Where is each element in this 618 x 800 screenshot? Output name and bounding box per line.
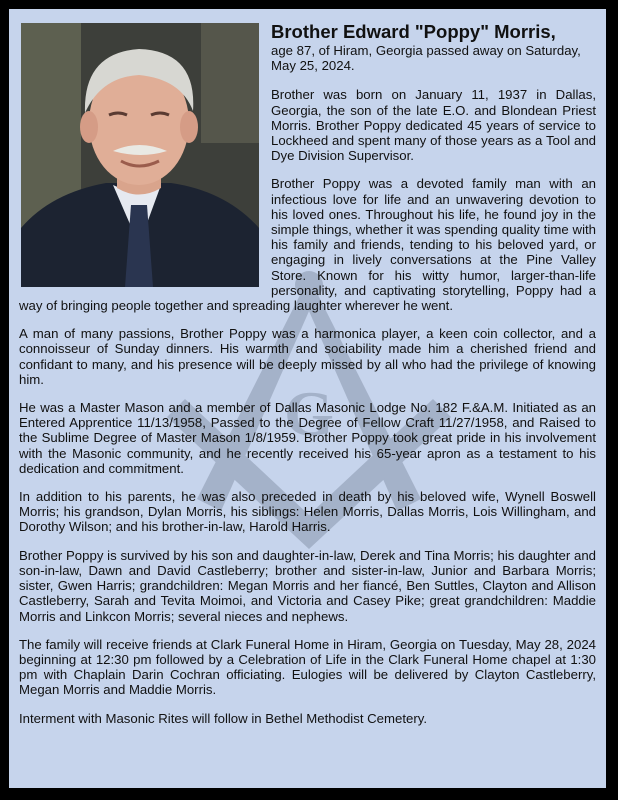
portrait-image [21,23,259,287]
obituary-page [9,9,606,788]
paragraph-services: The family will receive friends at Clark Funeral Home in Hiram, Georgia on Tuesday, May 28, 2024 beginning at 12:30 pm followed by a Celebration of Life in the Clark Funeral Home chapel at 1:30 pm with Chaplain Darin Cochran officiating. Eulogies will be delivered by Clayton Castleberry, Megan Morris and Maddie Morris. [19,636,596,698]
obituary-content [9,9,606,726]
obituary-intro: age 87, of Hiram, Georgia passed away on Saturday, May 25, 2024. [271,43,581,74]
paragraph-passions: A man of many passions, Brother Poppy was a harmonica player, a keen coin collector, and a connoisseur of Sunday dinners. His warmth and sociability made him a cherished friend and confidant to many, and his presence will be deeply missed by all who had the privilege of knowing him. [19,326,596,387]
paragraph-survived: Brother Poppy is survived by his son and daughter-in-law, Derek and Tina Morris; his daughter and son-in-law, Dawn and David Castleberry; brother and sister-in-law, Junior and Barbara Morris; sister, Gwen Harris; grandchildren: Megan Morris and her fiancé, Ben Suttles, Clayton and Allison Castleberry, Sarah and Tevita Moimoi, and Victoria and Casey Pike; great grandchildren: Maddie Morris and Linkcon Morris; several nieces and nephews. [19,547,596,624]
portrait-photo [21,23,259,287]
paragraph-preceded: In addition to his parents, he was also preceded in death by his beloved wife, Wynell Boswell Morris; his grandson, Dylan Morris, his siblings: Helen Morris, Dallas Morris, Lois Willingham, and Dorothy Wilson; and his brother-in-law, Harold Harris. [19,489,596,535]
paragraph-birth: Brother was born on January 11, 1937 in Dallas, Georgia, the son of the late E.O. and Blondean Priest Morris. Brother Poppy dedicated 45 years of service to Lockheed and spent many of those years as a Tool and Dye Division Supervisor. [271,87,596,164]
obituary-heading: Brother Edward "Poppy" Morris, [271,21,556,42]
emblem-letter: G [284,378,334,449]
paragraph-interment: Interment with Masonic Rites will follow in Bethel Methodist Cemetery. [19,710,427,726]
paragraph-masonic: He was a Master Mason and a member of Dallas Masonic Lodge No. 182 F.&A.M. Initiated as an Entered Apprentice 11/13/1958, Passed to the Degree of Fellow Craft 11/27/1958, and Raised to the Sublime Degree of Master Mason 1/8/1959. Brother Poppy took great pride in his involvement with the Masonic community, and he recently received his 65-year apron as a testament to his dedication and commitment. [19,400,596,476]
paragraph-family-man: Brother Poppy was a devoted family man with an infectious love for life and an unwavering devotion to his loved ones. Throughout his life, he found joy in the simple things, whether it was spending quality time with his family and friends, tending to his beloved yard, or engaging in lively conversations at the Pine Valley Store. Known for his witty humor, larger-than-life personality, and captivating storytelling, Poppy had a way of bringing people together and spreading laughter wherever he went. [19,176,596,314]
